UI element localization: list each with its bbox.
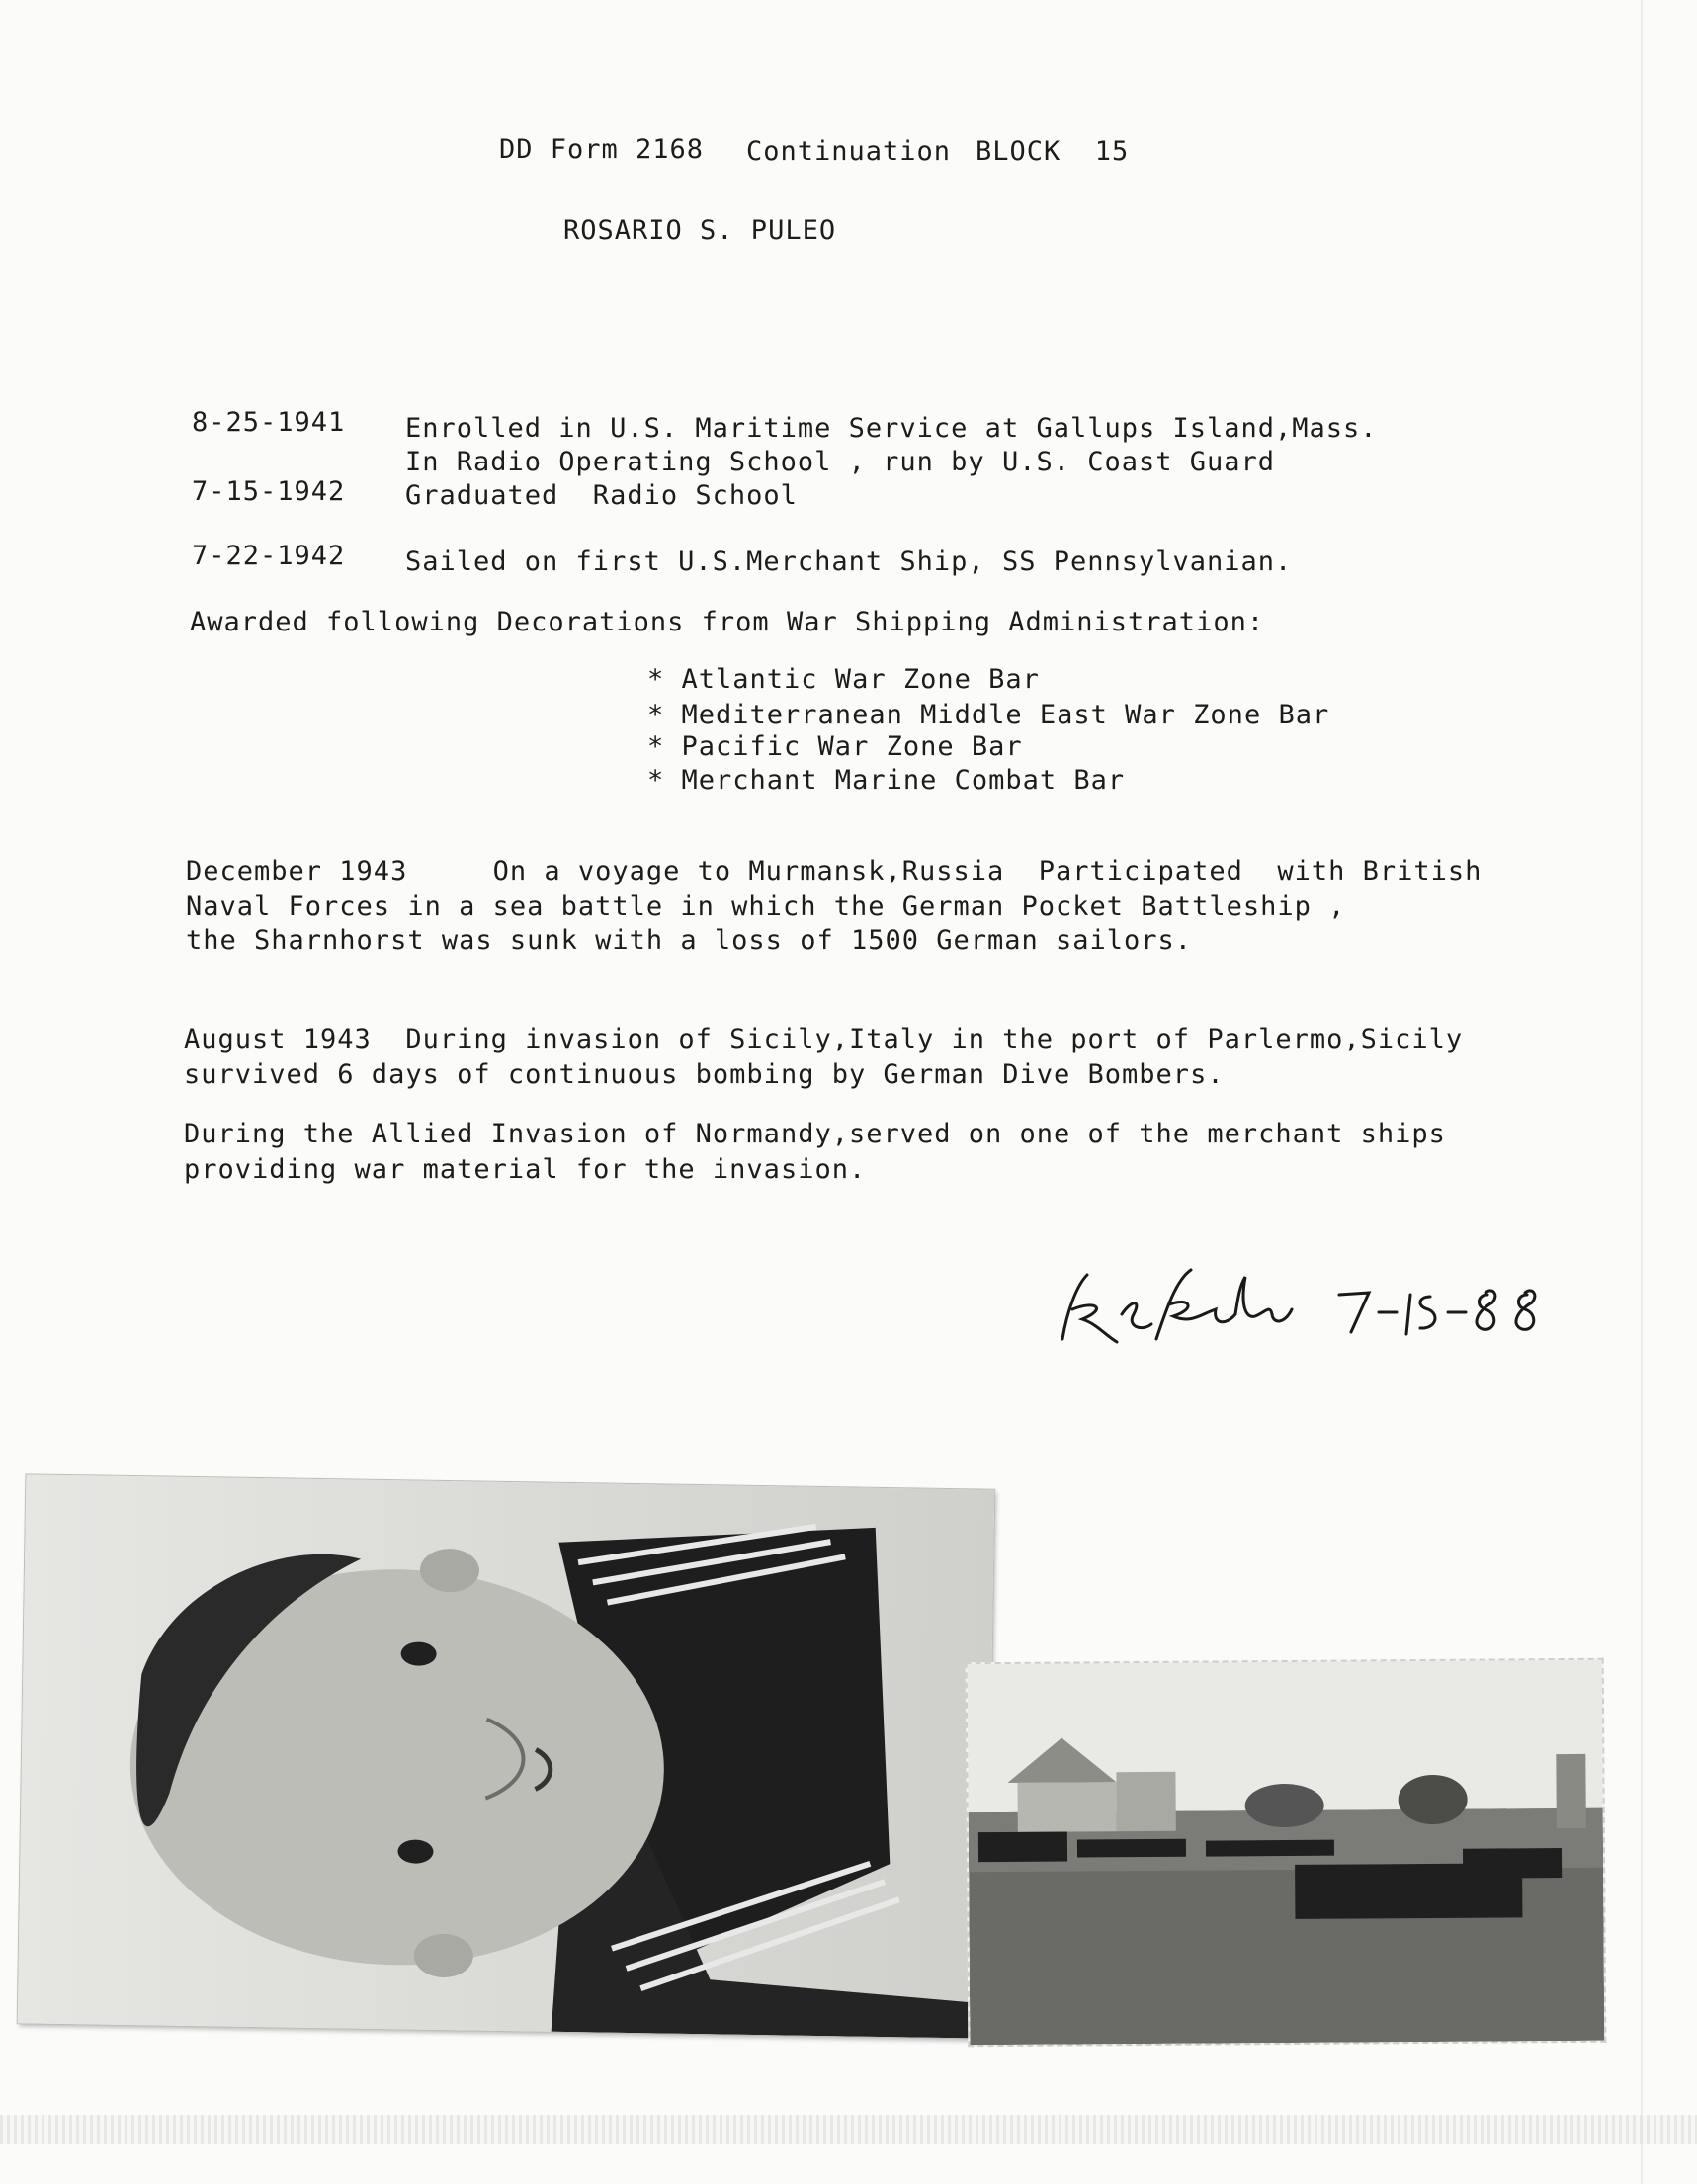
paragraph-line: providing war material for the invasion. xyxy=(184,1154,867,1185)
entry-line: In Radio Operating School , run by U.S. Coast Guard xyxy=(405,447,1276,477)
paragraph-line: Naval Forces in a sea battle in which the German Pocket Battleship , xyxy=(186,891,1346,922)
entry-line: Enrolled in U.S. Maritime Service at Gallups Island,Mass. xyxy=(405,413,1378,444)
awards-intro: Awarded following Decorations from War Shipping Administration: xyxy=(190,607,1265,637)
entry-date: 8-25-1941 xyxy=(192,407,346,438)
paragraph-line: the Sharnhorst was sunk with a loss of 1500 German sailors. xyxy=(186,925,1193,956)
award-item: * Atlantic War Zone Bar xyxy=(647,664,1040,695)
page-edge xyxy=(1641,0,1643,2184)
paragraph-line: During the Allied Invasion of Normandy,served on one of the merchant ships xyxy=(184,1119,1446,1149)
drill-field-photo xyxy=(966,1658,1607,2048)
block-label: BLOCK 15 xyxy=(976,136,1130,167)
sailor-portrait-photo xyxy=(18,1474,995,2038)
scan-artifact xyxy=(0,2115,1697,2144)
paragraph-line: August 1943 During invasion of Sicily,Italy in the port of Parlermo,Sicily xyxy=(184,1024,1464,1054)
person-name: ROSARIO S. PULEO xyxy=(563,215,837,246)
entry-date: 7-22-1942 xyxy=(192,541,346,571)
entry-line: Graduated Radio School xyxy=(405,480,798,511)
award-item: * Mediterranean Middle East War Zone Bar xyxy=(647,700,1330,730)
paragraph-line: December 1943 On a voyage to Murmansk,Russia Participated with British xyxy=(186,856,1483,886)
continuation-label: Continuation xyxy=(746,136,952,167)
entry-date: 7-15-1942 xyxy=(192,476,346,507)
entry-line: Sailed on first U.S.Merchant Ship, SS Pennsylvanian. xyxy=(405,546,1293,577)
form-number: DD Form 2168 xyxy=(499,134,705,165)
handwritten-signature xyxy=(1043,1255,1576,1364)
award-item: * Pacific War Zone Bar xyxy=(647,731,1023,762)
paragraph-line: survived 6 days of continuous bombing by German Dive Bombers. xyxy=(184,1059,1225,1090)
award-item: * Merchant Marine Combat Bar xyxy=(647,765,1126,796)
